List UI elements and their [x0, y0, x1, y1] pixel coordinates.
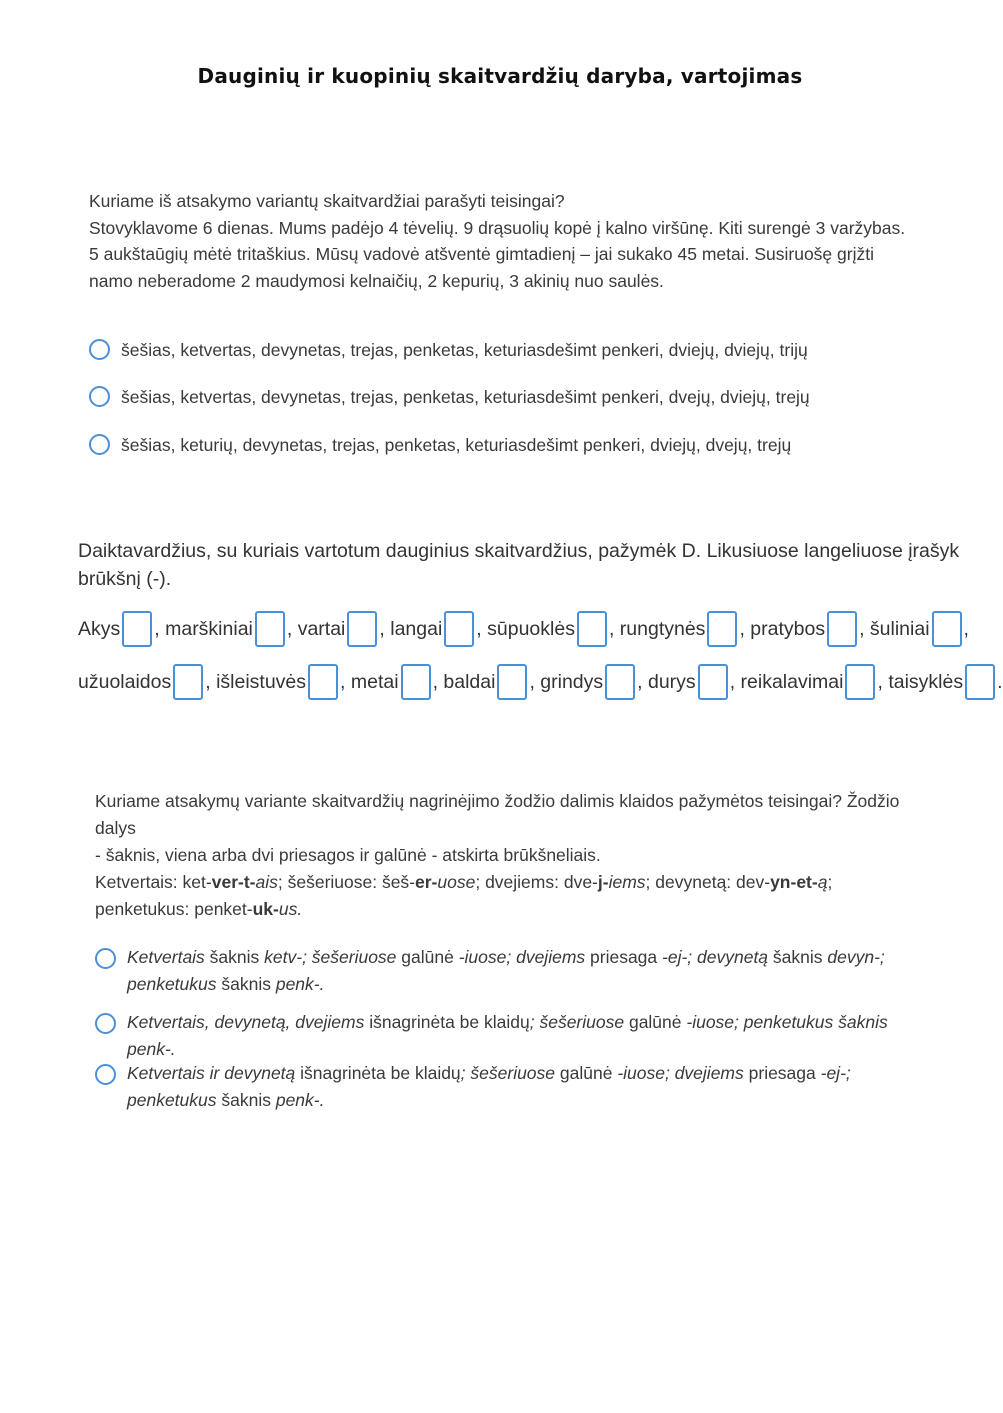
- word: , šuliniai: [859, 617, 930, 640]
- option-text: galūnė: [396, 947, 459, 967]
- word: , sūpuoklės: [476, 617, 575, 640]
- radio-button[interactable]: [89, 386, 110, 407]
- word: , metai: [340, 670, 399, 693]
- question-2-instruction: Daiktavardžius, su kuriais vartotum dauginius skaitvardžius, pažymėk D. Likusiuose langeliuose įrašyk brūkšnį (-).: [78, 540, 960, 590]
- word: , langai: [379, 617, 443, 640]
- gap-line-1: [78, 611, 969, 647]
- option-text: šaknis: [204, 947, 265, 967]
- question-1: [89, 188, 909, 294]
- word: , marškiniai: [154, 617, 253, 640]
- answer-box[interactable]: [347, 611, 377, 647]
- q1-option-3[interactable]: [89, 432, 791, 458]
- example-italic: us.: [278, 899, 303, 919]
- worksheet-title: Dauginių ir kuopinių skaitvardžių daryba, vartojimas: [197, 64, 803, 88]
- q3-option-1-label: [127, 944, 910, 998]
- option-italic: Ketvertais, devynetą, dvejiems: [127, 1012, 365, 1032]
- option-italic: penk-.: [275, 974, 325, 994]
- question-3-examples: [95, 869, 910, 923]
- answer-box[interactable]: [577, 611, 607, 647]
- answer-box[interactable]: [497, 664, 527, 700]
- option-italic: ; šešeriuose: [529, 1012, 625, 1032]
- answer-box[interactable]: [965, 664, 995, 700]
- q1-option-1[interactable]: [89, 337, 808, 363]
- option-italic: -ej-; devynetą: [662, 947, 769, 967]
- option-italic: Ketvertais: [127, 947, 205, 967]
- answer-box[interactable]: [401, 664, 431, 700]
- answer-box[interactable]: [932, 611, 962, 647]
- option-text: išnagrinėta be klaidų: [295, 1063, 461, 1083]
- example-text: ; devynetą: dev-: [645, 872, 771, 892]
- radio-button[interactable]: [95, 1013, 116, 1034]
- word: , rungtynės: [608, 617, 706, 640]
- answer-box[interactable]: [707, 611, 737, 647]
- answer-box[interactable]: [255, 611, 285, 647]
- question-1-text: Stovyklavome 6 dienas. Mums padėjo 4 tėvelių. 9 drąsuolių kopė į kalno viršūnę. Kiti surengė 3 varžybas. 5 aukštaūgių mėtė tritaškius. Mūsų vadovė atšventė gimtadienį – jai sukako 45 metai. Susiruošę grįžti namo neberadome 2 maudymosi kelnaičių, 2 kepurių, 3 akinių nuo saulės.: [89, 217, 906, 291]
- word: , išleistuvės: [205, 670, 307, 693]
- option-italic: devyn-; penketukus: [127, 947, 885, 994]
- answer-box[interactable]: [605, 664, 635, 700]
- option-italic: -iuose; dvejiems: [617, 1063, 744, 1083]
- example-text: ; penketukus: penket-: [95, 872, 833, 919]
- q3-option-3[interactable]: [95, 1060, 910, 1114]
- example-bold: ver-t-: [211, 872, 256, 892]
- example-italic: ą: [817, 872, 828, 892]
- q3-option-2-label: [127, 1009, 910, 1063]
- q1-option-3-label: šešias, keturių, devynetas, trejas, penketas, keturiasdešimt penkeri, dviejų, dvejų, trejų: [121, 435, 792, 455]
- q3-option-2[interactable]: [95, 1009, 910, 1063]
- word: , durys: [637, 670, 696, 693]
- q3-option-3-label: [127, 1060, 910, 1114]
- example-text: Ketvertais:: [95, 872, 183, 892]
- answer-box[interactable]: [173, 664, 203, 700]
- option-text: galūnė: [555, 1063, 618, 1083]
- example-text: ket-: [182, 872, 212, 892]
- word: , pratybos: [739, 617, 826, 640]
- example-bold: uk-: [252, 899, 279, 919]
- question-3-prompt-cont: - šaknis, viena arba dvi priesagos ir galūnė - atskirta brūkšneliais.: [95, 845, 601, 865]
- option-italic: ; šešeriuose: [460, 1063, 556, 1083]
- question-3: [95, 788, 910, 923]
- word: Akys: [78, 617, 121, 640]
- option-text: galūnė: [624, 1012, 687, 1032]
- example-bold: j-: [597, 872, 609, 892]
- answer-box[interactable]: [845, 664, 875, 700]
- q3-option-1[interactable]: [95, 944, 910, 998]
- question-3-prompt: Kuriame atsakymų variante skaitvardžių nagrinėjimo žodžio dalimis klaidos pažymėtos teisingai? Žodžio dalys: [95, 791, 900, 838]
- option-text: šaknis: [768, 947, 828, 967]
- word: , taisyklės: [877, 670, 964, 693]
- word: , baldai: [432, 670, 496, 693]
- example-bold: er-: [415, 872, 438, 892]
- q1-option-1-label: šešias, ketvertas, devynetas, trejas, penketas, keturiasdešimt penkeri, dviejų, dviejų, trijų: [121, 340, 808, 360]
- option-italic: ketv-; šešeriuose: [264, 947, 397, 967]
- gap-line-2: [78, 664, 1003, 700]
- example-italic: ais: [255, 872, 278, 892]
- punctuation: ,: [963, 617, 969, 640]
- word: , reikalavimai: [729, 670, 844, 693]
- option-text: išnagrinėta be klaidų: [364, 1012, 530, 1032]
- word: , grindys: [529, 670, 604, 693]
- example-italic: uose: [437, 872, 476, 892]
- example-italic: iems: [608, 872, 646, 892]
- option-italic: penk-.: [275, 1090, 325, 1110]
- option-text: šaknis: [216, 974, 276, 994]
- option-text: šaknis: [216, 1090, 276, 1110]
- answer-box[interactable]: [308, 664, 338, 700]
- answer-box[interactable]: [827, 611, 857, 647]
- option-italic: -ej-; penketukus: [127, 1063, 851, 1110]
- example-text: ; šešeriuose: šeš-: [277, 872, 416, 892]
- radio-button[interactable]: [89, 339, 110, 360]
- option-italic: Ketvertais ir devynetą: [127, 1063, 296, 1083]
- option-text: priesaga: [585, 947, 663, 967]
- punctuation: .: [997, 670, 1003, 693]
- answer-box[interactable]: [444, 611, 474, 647]
- radio-button[interactable]: [89, 434, 110, 455]
- radio-button[interactable]: [95, 1064, 116, 1085]
- option-italic: -iuose; dvejiems: [458, 947, 586, 967]
- question-1-prompt: Kuriame iš atsakymo variantų skaitvardžiai parašyti teisingai?: [89, 191, 565, 211]
- q1-option-2-label: šešias, ketvertas, devynetas, trejas, penketas, keturiasdešimt penkeri, dvejų, dviejų, trejų: [121, 387, 810, 407]
- option-italic: -iuose; penketukus šaknis penk-.: [127, 1012, 888, 1059]
- answer-box[interactable]: [122, 611, 152, 647]
- q1-option-2[interactable]: [89, 384, 810, 410]
- example-text: ; dvejiems: dve-: [475, 872, 598, 892]
- radio-button[interactable]: [95, 948, 116, 969]
- option-text: priesaga: [743, 1063, 821, 1083]
- word: užuolaidos: [78, 670, 172, 693]
- example-bold: yn-et-: [770, 872, 818, 892]
- answer-box[interactable]: [698, 664, 728, 700]
- word: , vartai: [286, 617, 346, 640]
